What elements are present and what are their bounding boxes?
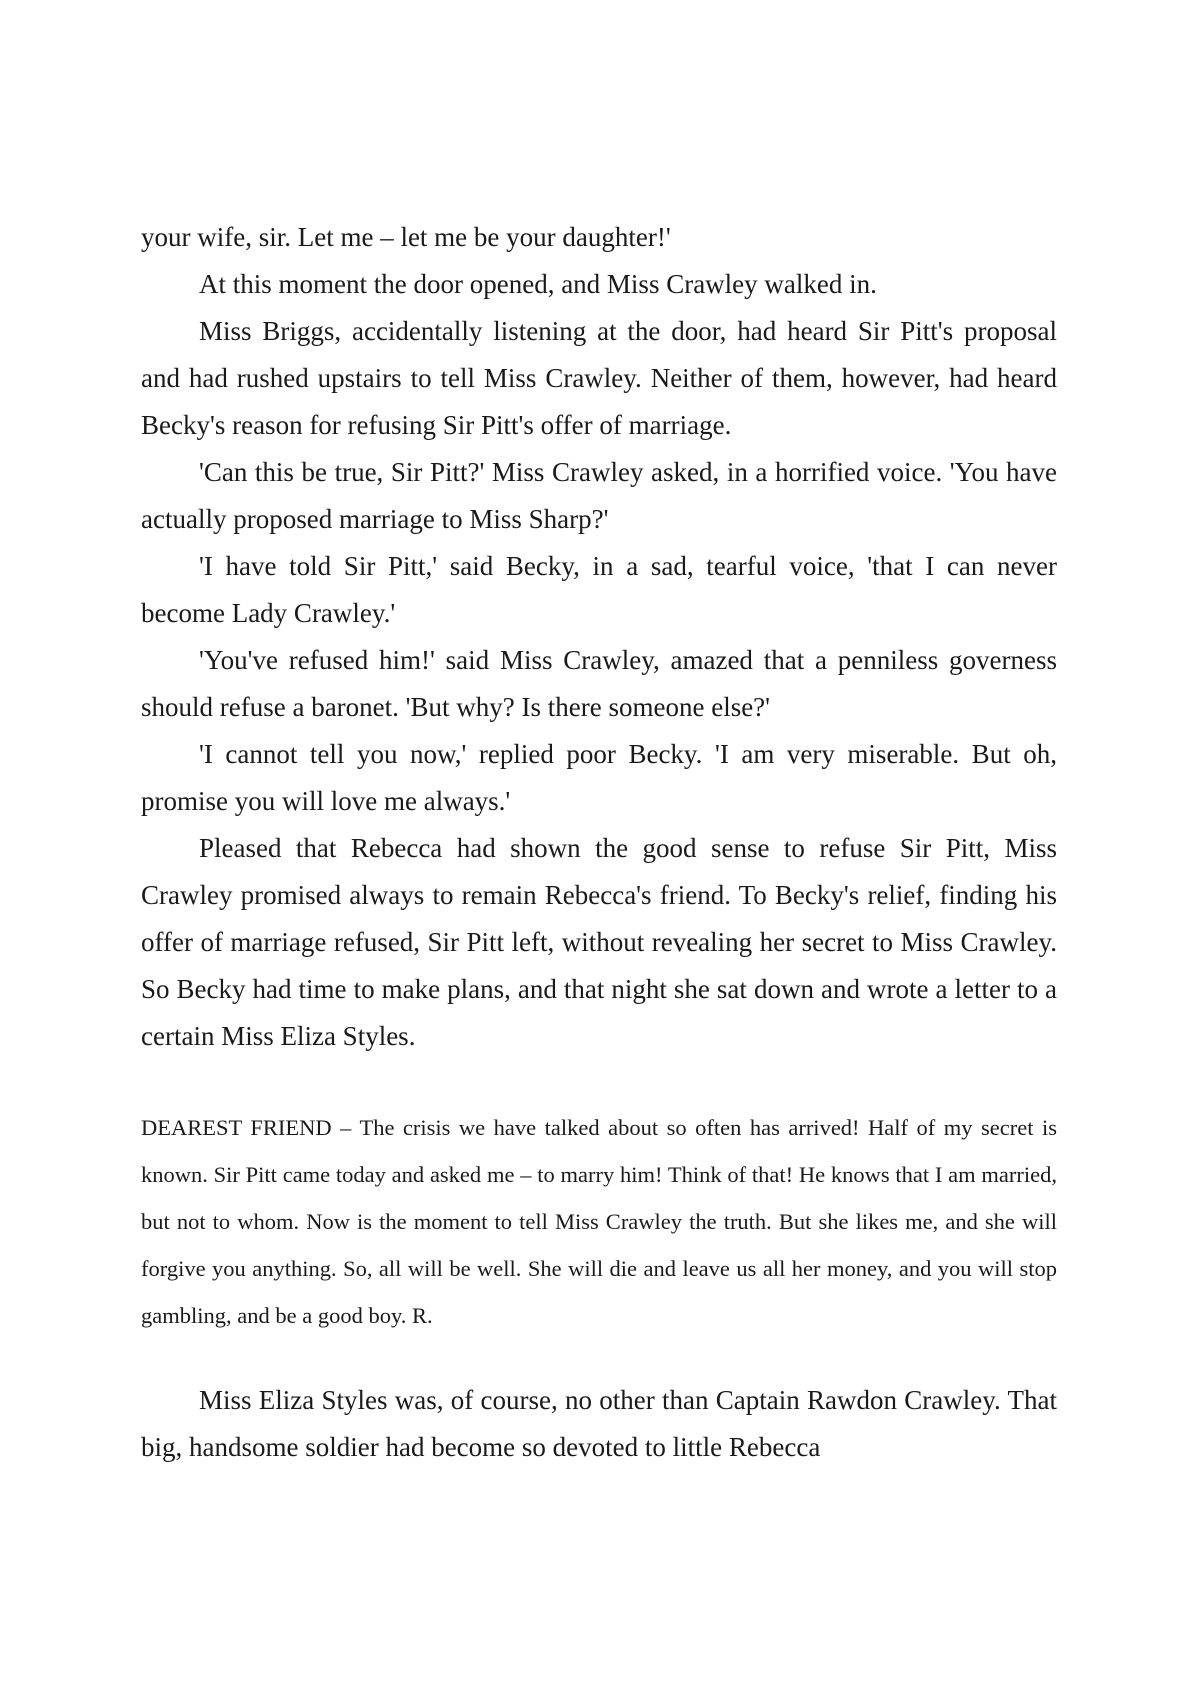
paragraph-cannot-tell: 'I cannot tell you now,' replied poor Becky. 'I am very miserable. But oh, promise you will love me always.' (141, 739, 1057, 816)
paragraph-miss-briggs: Miss Briggs, accidentally listening at the door, had heard Sir Pitt's proposal and had rushed upstairs to tell Miss Crawley. Neither of them, however, had heard Becky's reason for refusing Sir Pitt's offer of marriage. (141, 316, 1057, 440)
paragraph-refused-him: 'You've refused him!' said Miss Crawley, amazed that a penniless governess should refuse a baronet. 'But why? Is there someone else?' (141, 645, 1057, 722)
paragraph-pleased: Pleased that Rebecca had shown the good sense to refuse Sir Pitt, Miss Crawley promised always to remain Rebecca's friend. To Becky's relief, finding his offer of marriage refused, Sir Pitt left, without revealing her secret to Miss Crawley. So Becky had time to make plans, and that night she sat down and wrote a letter to a certain Miss Eliza Styles. (141, 833, 1057, 1051)
paragraph-continuation: your wife, sir. Let me – let me be your daughter!' (141, 222, 671, 252)
paragraph-door-opened: At this moment the door opened, and Miss Crawley walked in. (199, 269, 877, 299)
paragraph-can-this-be-true: 'Can this be true, Sir Pitt?' Miss Crawley asked, in a horrified voice. 'You have actually proposed marriage to Miss Sharp?' (141, 457, 1057, 534)
document-page (141, 214, 1057, 1471)
letter-block: DEAREST FRIEND – The crisis we have talked about so often has arrived! Half of my secret is known. Sir Pitt came today and asked me – to marry him! Think of that! He knows that I am married, but not to whom. Now is the moment to tell Miss Crawley the truth. But she likes me, and she will forgive you anything. So, all will be well. She will die and leave us all her money, and you will stop gambling, and be a good boy. R. (141, 1115, 1057, 1328)
paragraph-becky-reply: 'I have told Sir Pitt,' said Becky, in a sad, tearful voice, 'that I can never become Lady Crawley.' (141, 551, 1057, 628)
paragraph-eliza-styles: Miss Eliza Styles was, of course, no other than Captain Rawdon Crawley. That big, handsome soldier had become so devoted to little Rebecca (141, 1385, 1057, 1462)
